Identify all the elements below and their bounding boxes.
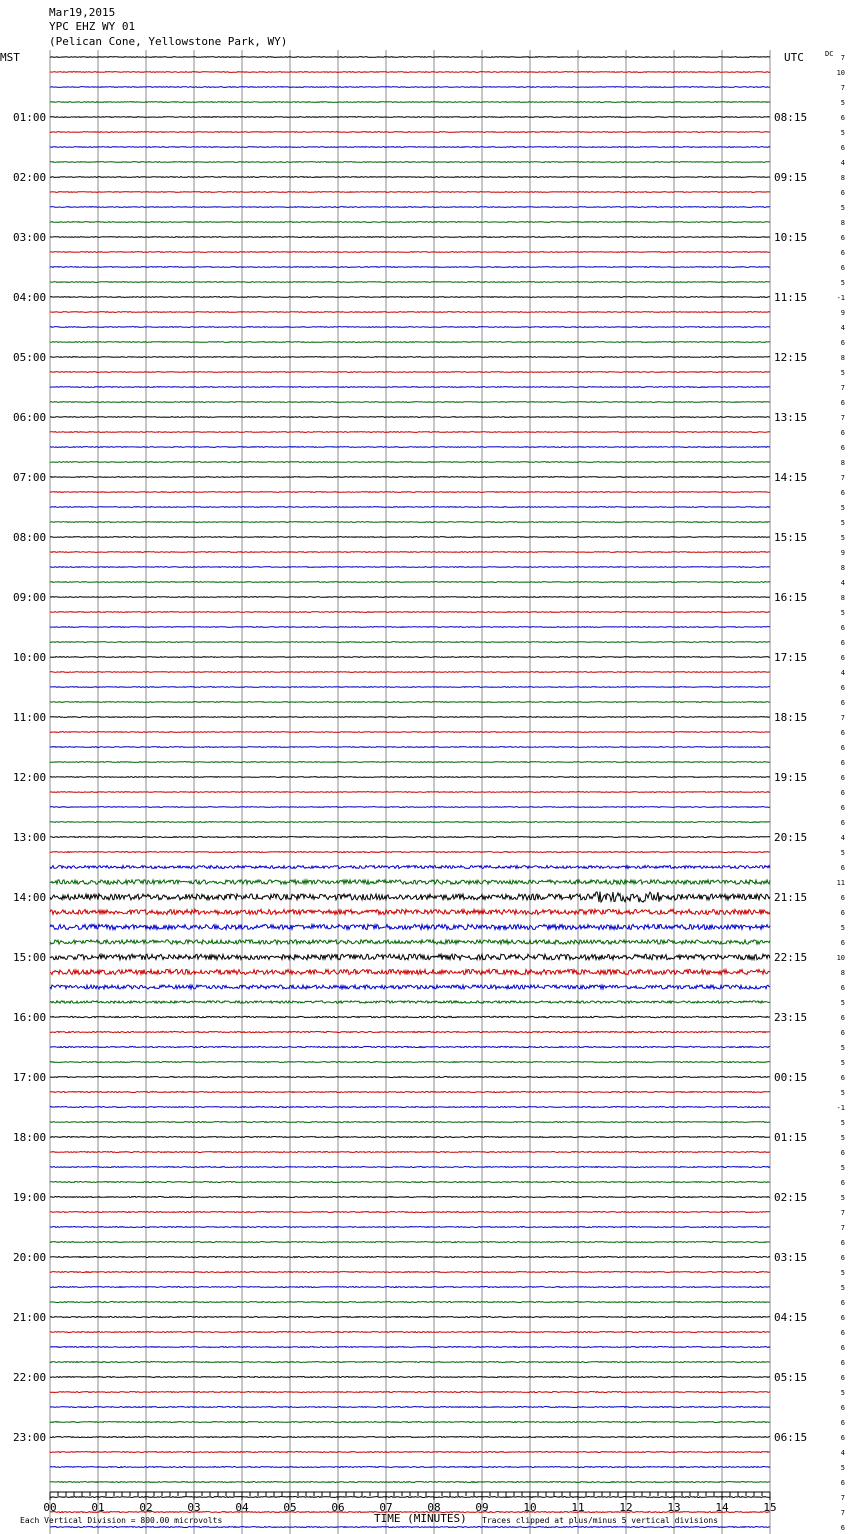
- dc-offset-28: 8: [840, 459, 845, 467]
- dc-offset-17: -1: [836, 294, 845, 302]
- x-tick-label-11: 11: [571, 1501, 585, 1514]
- dc-offset-23: 7: [840, 384, 845, 392]
- dc-offset-72: 5: [840, 1119, 845, 1127]
- trace-64: [50, 1001, 770, 1003]
- utc-label-22:15: 22:15: [774, 951, 808, 964]
- trace-62: [50, 969, 770, 974]
- utc-label-05:15: 05:15: [774, 1371, 808, 1384]
- trace-85: [50, 1317, 770, 1318]
- dc-offset-63: 6: [840, 984, 845, 992]
- dc-offset-25: 7: [840, 414, 845, 422]
- trace-22: [50, 372, 770, 373]
- x-tick-label-09: 09: [475, 1501, 489, 1514]
- vertical-division-note: Each Vertical Division = 800.00 microvolts: [20, 1516, 223, 1525]
- dc-offset-5: 6: [840, 114, 845, 122]
- mst-label-18:00: 18:00: [13, 1131, 47, 1144]
- mst-label-04:00: 04:00: [13, 291, 47, 304]
- trace-45: [50, 717, 770, 718]
- dc-offset-81: 6: [840, 1254, 845, 1262]
- utc-label-21:15: 21:15: [774, 891, 808, 904]
- trace-31: [50, 507, 770, 508]
- trace-52: [50, 822, 770, 823]
- mst-label-05:00: 05:00: [13, 351, 47, 364]
- mst-label-23:00: 23:00: [13, 1431, 47, 1444]
- mst-label-01:00: 01:00: [13, 111, 47, 124]
- dc-offset-44: 6: [840, 699, 845, 707]
- dc-offset-16: 5: [840, 279, 845, 287]
- trace-96: [50, 1482, 770, 1483]
- trace-25: [50, 417, 770, 418]
- x-tick-label-00: 00: [43, 1501, 57, 1514]
- trace-66: [50, 1031, 770, 1032]
- mst-label-21:00: 21:00: [13, 1311, 47, 1324]
- trace-40: [50, 642, 770, 643]
- dc-offset-85: 6: [840, 1314, 845, 1322]
- x-tick-label-10: 10: [523, 1501, 537, 1514]
- dc-offset-57: 6: [840, 894, 845, 902]
- trace-75: [50, 1167, 770, 1168]
- dc-offset-97: 7: [840, 1494, 845, 1502]
- dc-offset-52: 6: [840, 819, 845, 827]
- mst-label-09:00: 09:00: [13, 591, 47, 604]
- trace-81: [50, 1257, 770, 1258]
- dc-offset-50: 6: [840, 789, 845, 797]
- dc-offset-90: 5: [840, 1389, 845, 1397]
- trace-37: [50, 597, 770, 598]
- dc-offset-36: 4: [840, 579, 845, 587]
- dc-offset-18: 9: [840, 309, 845, 317]
- dc-offset-66: 6: [840, 1029, 845, 1037]
- trace-90: [50, 1392, 770, 1393]
- trace-24: [50, 402, 770, 403]
- left-timezone-label: MST: [0, 51, 20, 64]
- trace-3: [50, 87, 770, 88]
- trace-7: [50, 147, 770, 148]
- utc-label-01:15: 01:15: [774, 1131, 808, 1144]
- trace-33: [50, 537, 770, 538]
- dc-offset-75: 5: [840, 1164, 845, 1172]
- dc-offset-39: 6: [840, 624, 845, 632]
- mst-label-03:00: 03:00: [13, 231, 47, 244]
- mst-label-13:00: 13:00: [13, 831, 47, 844]
- utc-label-20:15: 20:15: [774, 831, 808, 844]
- x-tick-label-12: 12: [619, 1501, 633, 1514]
- x-tick-label-14: 14: [715, 1501, 729, 1514]
- trace-97: [50, 1497, 770, 1498]
- utc-label-18:15: 18:15: [774, 711, 808, 724]
- trace-41: [50, 657, 770, 658]
- dc-offset-80: 6: [840, 1239, 845, 1247]
- dc-offset-19: 4: [840, 324, 845, 332]
- trace-19: [50, 327, 770, 328]
- trace-70: [50, 1092, 770, 1093]
- dc-offset-79: 7: [840, 1224, 845, 1232]
- utc-label-09:15: 09:15: [774, 171, 808, 184]
- mst-label-02:00: 02:00: [13, 171, 47, 184]
- utc-label-02:15: 02:15: [774, 1191, 808, 1204]
- utc-label-00:15: 00:15: [774, 1071, 808, 1084]
- mst-label-12:00: 12:00: [13, 771, 47, 784]
- dc-offset-35: 8: [840, 564, 845, 572]
- x-tick-label-04: 04: [235, 1501, 249, 1514]
- dc-offset-64: 5: [840, 999, 845, 1007]
- dc-offset-2: 10: [836, 69, 845, 77]
- trace-51: [50, 807, 770, 808]
- dc-offset-84: 6: [840, 1299, 845, 1307]
- dc-offset-77: 5: [840, 1194, 845, 1202]
- trace-12: [50, 222, 770, 223]
- trace-49: [50, 777, 770, 778]
- trace-55: [50, 866, 770, 869]
- dc-offset-32: 5: [840, 519, 845, 527]
- trace-11: [50, 207, 770, 208]
- dc-offset-41: 6: [840, 654, 845, 662]
- trace-14: [50, 252, 770, 253]
- trace-79: [50, 1227, 770, 1228]
- utc-label-04:15: 04:15: [774, 1311, 808, 1324]
- trace-50: [50, 792, 770, 793]
- utc-label-17:15: 17:15: [774, 651, 808, 664]
- trace-44: [50, 702, 770, 703]
- trace-56: [50, 880, 770, 884]
- dc-offset-14: 6: [840, 249, 845, 257]
- trace-84: [50, 1302, 770, 1303]
- dc-offset-1: 7: [840, 54, 845, 62]
- dc-offset-37: 8: [840, 594, 845, 602]
- trace-68: [50, 1062, 770, 1063]
- trace-30: [50, 492, 770, 493]
- trace-73: [50, 1137, 770, 1138]
- dc-offset-89: 6: [840, 1374, 845, 1382]
- trace-23: [50, 387, 770, 388]
- trace-28: [50, 462, 770, 463]
- mst-label-20:00: 20:00: [13, 1251, 47, 1264]
- dc-offset-11: 5: [840, 204, 845, 212]
- dc-offset-56: 11: [836, 879, 845, 887]
- trace-46: [50, 732, 770, 733]
- trace-58: [50, 909, 770, 914]
- x-tick-label-15: 15: [763, 1501, 777, 1514]
- trace-13: [50, 237, 770, 238]
- x-tick-label-13: 13: [667, 1501, 681, 1514]
- trace-92: [50, 1422, 770, 1423]
- trace-80: [50, 1242, 770, 1243]
- dc-offset-29: 7: [840, 474, 845, 482]
- trace-94: [50, 1452, 770, 1453]
- dc-offset-99: 6: [840, 1524, 845, 1532]
- dc-offset-87: 6: [840, 1344, 845, 1352]
- trace-69: [50, 1077, 770, 1078]
- dc-offset-47: 6: [840, 744, 845, 752]
- mst-label-14:00: 14:00: [13, 891, 47, 904]
- dc-offset-4: 5: [840, 99, 845, 107]
- mst-label-17:00: 17:00: [13, 1071, 47, 1084]
- trace-26: [50, 432, 770, 433]
- trace-86: [50, 1332, 770, 1333]
- mst-label-10:00: 10:00: [13, 651, 47, 664]
- dc-offset-92: 6: [840, 1419, 845, 1427]
- trace-27: [50, 447, 770, 448]
- utc-hour-labels: [774, 111, 807, 1444]
- dc-offset-30: 6: [840, 489, 845, 497]
- trace-74: [50, 1152, 770, 1153]
- dc-offset-68: 5: [840, 1059, 845, 1067]
- mst-label-15:00: 15:00: [13, 951, 47, 964]
- trace-82: [50, 1272, 770, 1273]
- dc-offset-27: 6: [840, 444, 845, 452]
- x-tick-label-02: 02: [139, 1501, 153, 1514]
- x-tick-label-07: 07: [379, 1501, 393, 1514]
- utc-label-10:15: 10:15: [774, 231, 808, 244]
- clip-note: Traces clipped at plus/minus 5 vertical divisions: [482, 1516, 719, 1525]
- trace-54: [50, 852, 770, 853]
- x-tick-label-03: 03: [187, 1501, 201, 1514]
- mst-label-08:00: 08:00: [13, 531, 47, 544]
- trace-71: [50, 1107, 770, 1108]
- trace-4: [50, 102, 770, 103]
- trace-9: [50, 177, 770, 178]
- dc-offset-78: 7: [840, 1209, 845, 1217]
- dc-offset-9: 8: [840, 174, 845, 182]
- trace-6: [50, 132, 770, 133]
- trace-38: [50, 612, 770, 613]
- dc-offset-59: 5: [840, 924, 845, 932]
- trace-72: [50, 1122, 770, 1123]
- dc-offset-38: 5: [840, 609, 845, 617]
- trace-88: [50, 1362, 770, 1363]
- dc-header-label: DC: [825, 50, 834, 58]
- dc-offset-46: 6: [840, 729, 845, 737]
- trace-43: [50, 687, 770, 688]
- dc-offset-26: 6: [840, 429, 845, 437]
- trace-89: [50, 1377, 770, 1378]
- dc-offset-22: 5: [840, 369, 845, 377]
- dc-offset-94: 4: [840, 1449, 845, 1457]
- trace-17: [50, 297, 770, 298]
- dc-offset-6: 5: [840, 129, 845, 137]
- dc-offset-96: 6: [840, 1479, 845, 1487]
- trace-63: [50, 985, 770, 989]
- dc-offset-51: 6: [840, 804, 845, 812]
- trace-16: [50, 282, 770, 283]
- station-name: YPC EHZ WY 01: [49, 20, 136, 33]
- utc-label-06:15: 06:15: [774, 1431, 808, 1444]
- trace-48: [50, 762, 770, 763]
- utc-label-19:15: 19:15: [774, 771, 808, 784]
- utc-label-16:15: 16:15: [774, 591, 808, 604]
- dc-offset-31: 5: [840, 504, 845, 512]
- right-timezone-label: UTC: [784, 51, 804, 64]
- dc-offset-73: 5: [840, 1134, 845, 1142]
- trace-20: [50, 342, 770, 343]
- dc-offset-98: 7: [840, 1509, 845, 1517]
- seismic-traces: [50, 57, 770, 1534]
- dc-offset-54: 5: [840, 849, 845, 857]
- trace-1: [50, 57, 770, 58]
- x-axis: [43, 1492, 776, 1514]
- dc-offset-86: 6: [840, 1329, 845, 1337]
- dc-offset-95: 5: [840, 1464, 845, 1472]
- dc-offset-43: 6: [840, 684, 845, 692]
- dc-offset-24: 6: [840, 399, 845, 407]
- trace-87: [50, 1347, 770, 1348]
- mst-label-22:00: 22:00: [13, 1371, 47, 1384]
- trace-67: [50, 1046, 770, 1047]
- trace-53: [50, 837, 770, 838]
- trace-91: [50, 1407, 770, 1408]
- trace-18: [50, 312, 770, 313]
- dc-offset-58: 6: [840, 909, 845, 917]
- dc-offset-71: -1: [836, 1104, 845, 1112]
- dc-offset-3: 7: [840, 84, 845, 92]
- trace-77: [50, 1197, 770, 1198]
- utc-label-15:15: 15:15: [774, 531, 808, 544]
- dc-offset-60: 6: [840, 939, 845, 947]
- dc-offset-76: 6: [840, 1179, 845, 1187]
- dc-offset-33: 5: [840, 534, 845, 542]
- dc-offset-53: 4: [840, 834, 845, 842]
- trace-8: [50, 162, 770, 163]
- trace-59: [50, 924, 770, 929]
- mst-label-07:00: 07:00: [13, 471, 47, 484]
- dc-offset-34: 9: [840, 549, 845, 557]
- dc-offset-83: 5: [840, 1284, 845, 1292]
- dc-offset-65: 6: [840, 1014, 845, 1022]
- dc-offset-61: 10: [836, 954, 845, 962]
- trace-95: [50, 1467, 770, 1468]
- dc-offset-70: 5: [840, 1089, 845, 1097]
- trace-60: [50, 940, 770, 944]
- x-tick-label-01: 01: [91, 1501, 105, 1514]
- dc-offset-10: 6: [840, 189, 845, 197]
- dc-offset-62: 8: [840, 969, 845, 977]
- trace-10: [50, 192, 770, 193]
- x-tick-label-05: 05: [283, 1501, 297, 1514]
- dc-offset-21: 8: [840, 354, 845, 362]
- dc-offset-88: 6: [840, 1359, 845, 1367]
- trace-99: [50, 1527, 770, 1528]
- trace-83: [50, 1287, 770, 1288]
- x-tick-label-06: 06: [331, 1501, 345, 1514]
- trace-93: [50, 1437, 770, 1438]
- trace-36: [50, 582, 770, 583]
- dc-offset-69: 6: [840, 1074, 845, 1082]
- x-axis-title: TIME (MINUTES): [374, 1512, 467, 1525]
- trace-39: [50, 627, 770, 628]
- record-date: Mar19,2015: [49, 6, 116, 19]
- dc-offset-15: 6: [840, 264, 845, 272]
- dc-offset-93: 6: [840, 1434, 845, 1442]
- utc-label-23:15: 23:15: [774, 1011, 808, 1024]
- trace-15: [50, 267, 770, 268]
- utc-label-03:15: 03:15: [774, 1251, 808, 1264]
- dc-offset-49: 6: [840, 774, 845, 782]
- trace-61: [50, 954, 770, 960]
- dc-offset-55: 6: [840, 864, 845, 872]
- trace-35: [50, 567, 770, 568]
- trace-47: [50, 747, 770, 748]
- trace-65: [50, 1016, 770, 1017]
- trace-21: [50, 357, 770, 358]
- trace-42: [50, 672, 770, 673]
- dc-offset-40: 6: [840, 639, 845, 647]
- trace-2: [50, 72, 770, 73]
- utc-label-13:15: 13:15: [774, 411, 808, 424]
- dc-offset-20: 6: [840, 339, 845, 347]
- utc-label-12:15: 12:15: [774, 351, 808, 364]
- trace-32: [50, 522, 770, 523]
- trace-34: [50, 552, 770, 553]
- dc-offset-67: 5: [840, 1044, 845, 1052]
- x-tick-label-08: 08: [427, 1501, 441, 1514]
- dc-offset-48: 6: [840, 759, 845, 767]
- trace-57: [50, 892, 770, 903]
- dc-offset-45: 7: [840, 714, 845, 722]
- trace-78: [50, 1212, 770, 1213]
- mst-hour-labels: [13, 111, 46, 1444]
- station-location: (Pelican Cone, Yellowstone Park, WY): [49, 35, 288, 48]
- dc-offset-91: 6: [840, 1404, 845, 1412]
- trace-29: [50, 477, 770, 478]
- mst-label-19:00: 19:00: [13, 1191, 47, 1204]
- mst-label-16:00: 16:00: [13, 1011, 47, 1024]
- dc-offset-42: 4: [840, 669, 845, 677]
- dc-offset-74: 6: [840, 1149, 845, 1157]
- utc-label-08:15: 08:15: [774, 111, 808, 124]
- dc-offset-8: 4: [840, 159, 845, 167]
- mst-label-06:00: 06:00: [13, 411, 47, 424]
- dc-offset-82: 5: [840, 1269, 845, 1277]
- dc-offset-13: 6: [840, 234, 845, 242]
- trace-5: [50, 117, 770, 118]
- trace-76: [50, 1182, 770, 1183]
- utc-label-14:15: 14:15: [774, 471, 808, 484]
- mst-label-11:00: 11:00: [13, 711, 47, 724]
- dc-offset-12: 8: [840, 219, 845, 227]
- utc-label-11:15: 11:15: [774, 291, 808, 304]
- dc-offset-7: 6: [840, 144, 845, 152]
- dc-offset-labels: [837, 54, 845, 1534]
